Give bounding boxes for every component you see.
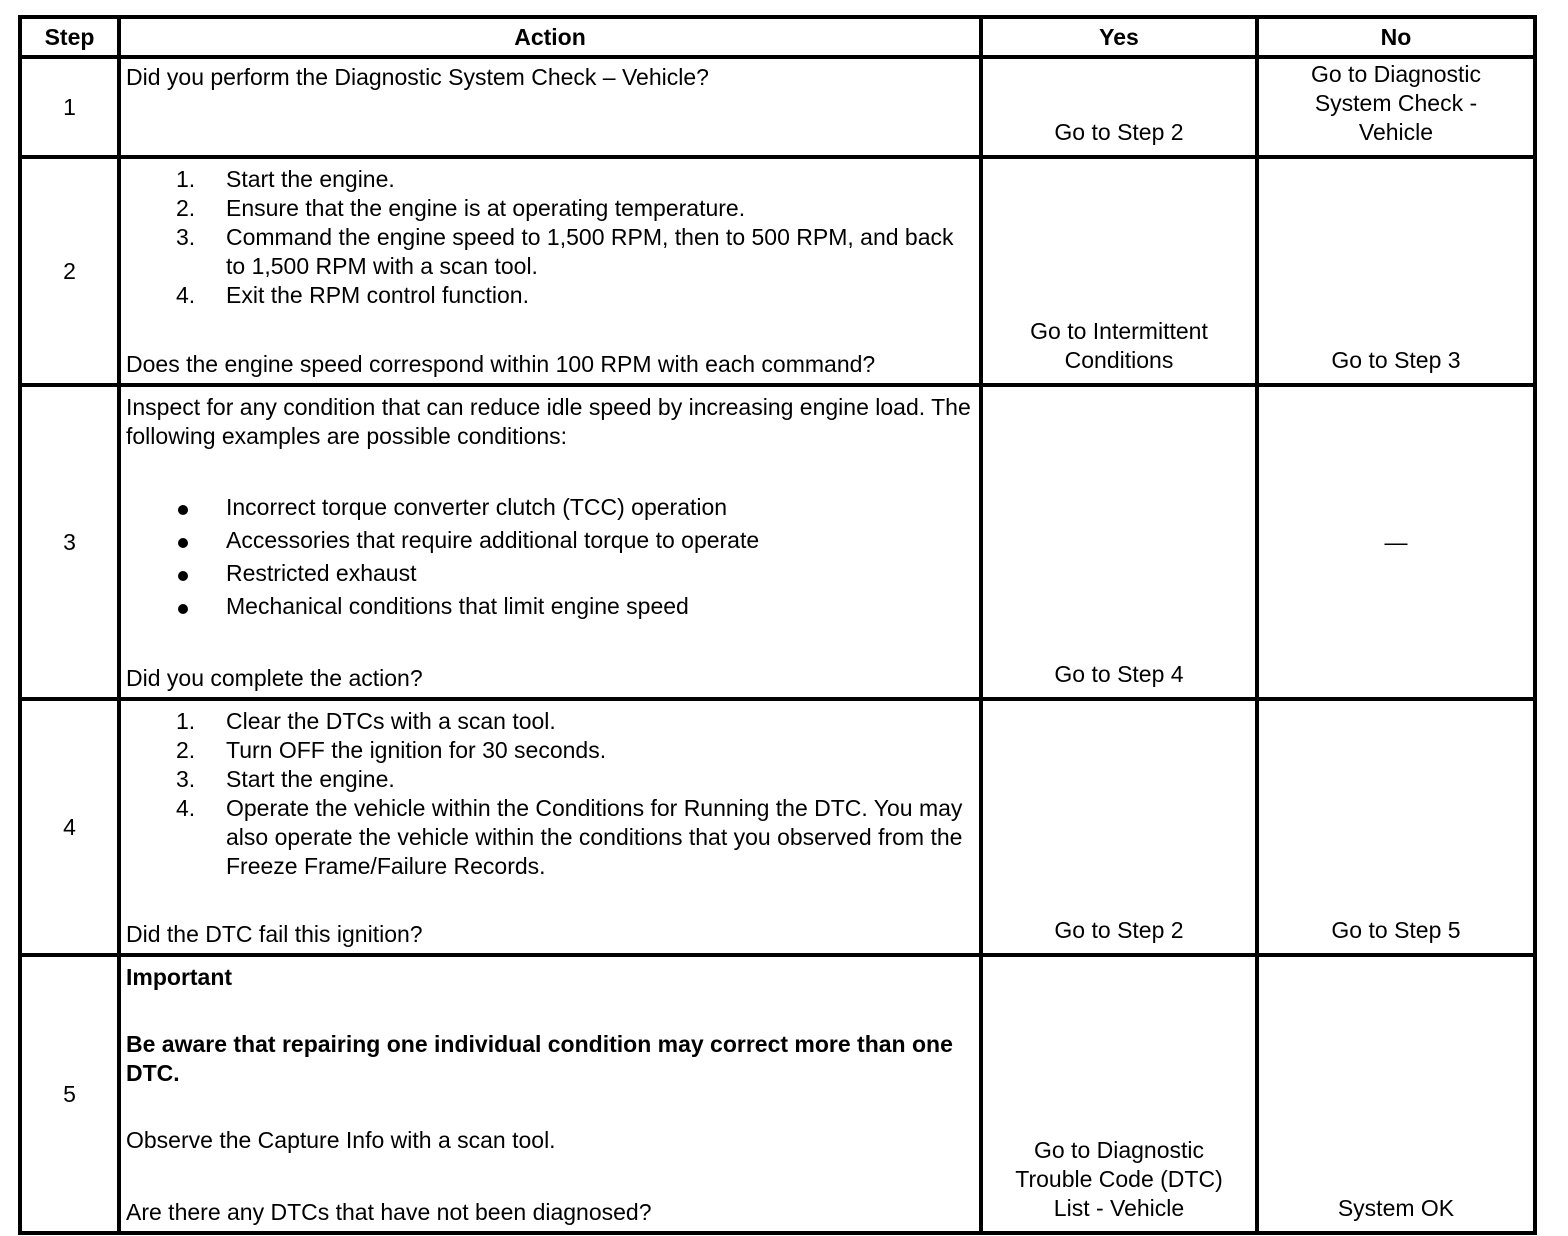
yes-cell: Go to Intermittent Conditions <box>981 157 1257 385</box>
header-action: Action <box>119 17 981 57</box>
action-intro: Inspect for any condition that can reduce idle speed by increasing engine load. The following examples are possible conditions: <box>126 394 971 449</box>
no-cell: Go to Step 3 <box>1257 157 1535 385</box>
table-row <box>20 385 1535 699</box>
list-item: 1. Clear the DTCs with a scan tool. <box>176 708 556 734</box>
no-cell: System OK <box>1257 955 1535 1233</box>
list-item: Accessories that require additional torque to operate <box>126 524 975 557</box>
no-cell: Go to Step 5 <box>1257 699 1535 955</box>
bullet-icon <box>178 604 188 614</box>
action-question: Does the engine speed correspond within 100 RPM with each command? <box>126 351 876 377</box>
header-row <box>20 17 1535 57</box>
action-question: Did the DTC fail this ignition? <box>126 921 423 947</box>
action-question: Did you perform the Diagnostic System Check – Vehicle? <box>126 64 709 90</box>
yes-cell: Go to Step 4 <box>981 385 1257 699</box>
yes-cell: Go to Step 2 <box>981 699 1257 955</box>
table-row <box>20 699 1535 955</box>
action-question: Did you complete the action? <box>126 665 423 691</box>
header-step: Step <box>20 17 119 57</box>
important-text: Be aware that repairing one individual condition may correct more than one DTC. <box>126 1031 953 1086</box>
no-cell: — <box>1257 385 1535 699</box>
condition-list <box>126 491 975 623</box>
list-item: 3. Start the engine. <box>176 766 395 792</box>
step-number: 4 <box>20 699 119 955</box>
list-item: 3. Command the engine speed to 1,500 RPM, then to 500 RPM, and back to 1,500 RPM with a scan tool. <box>176 224 954 279</box>
list-item: 4. Exit the RPM control function. <box>176 282 529 308</box>
step-number: 1 <box>20 57 119 157</box>
step-number: 2 <box>20 157 119 385</box>
list-item: Incorrect torque converter clutch (TCC) operation <box>126 491 975 524</box>
header-no: No <box>1257 17 1535 57</box>
action-cell <box>119 157 981 385</box>
list-item: Mechanical conditions that limit engine speed <box>126 590 975 623</box>
yes-cell: Go to Diagnostic Trouble Code (DTC) List - Vehicle <box>981 955 1257 1233</box>
step-number: 5 <box>20 955 119 1233</box>
table-row <box>20 157 1535 385</box>
header-yes: Yes <box>981 17 1257 57</box>
yes-cell: Go to Step 2 <box>981 57 1257 157</box>
action-cell <box>119 57 981 157</box>
action-cell <box>119 385 981 699</box>
bullet-icon <box>178 571 188 581</box>
important-label: Important <box>126 964 233 990</box>
diagnostic-table <box>18 15 1537 1235</box>
list-item: Restricted exhaust <box>126 557 975 590</box>
list-item: 1. Start the engine. <box>176 166 395 192</box>
action-instruction: Observe the Capture Info with a scan tool. <box>126 1127 556 1153</box>
action-steps <box>126 707 975 881</box>
action-cell <box>119 699 981 955</box>
action-question: Are there any DTCs that have not been diagnosed? <box>126 1199 652 1225</box>
list-item: 2. Turn OFF the ignition for 30 seconds. <box>176 737 607 763</box>
bullet-icon <box>178 538 188 548</box>
list-item: 2. Ensure that the engine is at operating temperature. <box>176 195 746 221</box>
table-row <box>20 955 1535 1233</box>
table-row <box>20 57 1535 157</box>
list-item: 4. Operate the vehicle within the Conditions for Running the DTC. You may also operate the vehicle within the conditions that you observed from the Freeze Frame/Failure Records. <box>176 795 963 879</box>
bullet-icon <box>178 505 188 515</box>
action-cell <box>119 955 981 1233</box>
no-cell: Go to Diagnostic System Check - Vehicle <box>1257 57 1535 157</box>
action-steps <box>126 165 975 310</box>
step-number: 3 <box>20 385 119 699</box>
